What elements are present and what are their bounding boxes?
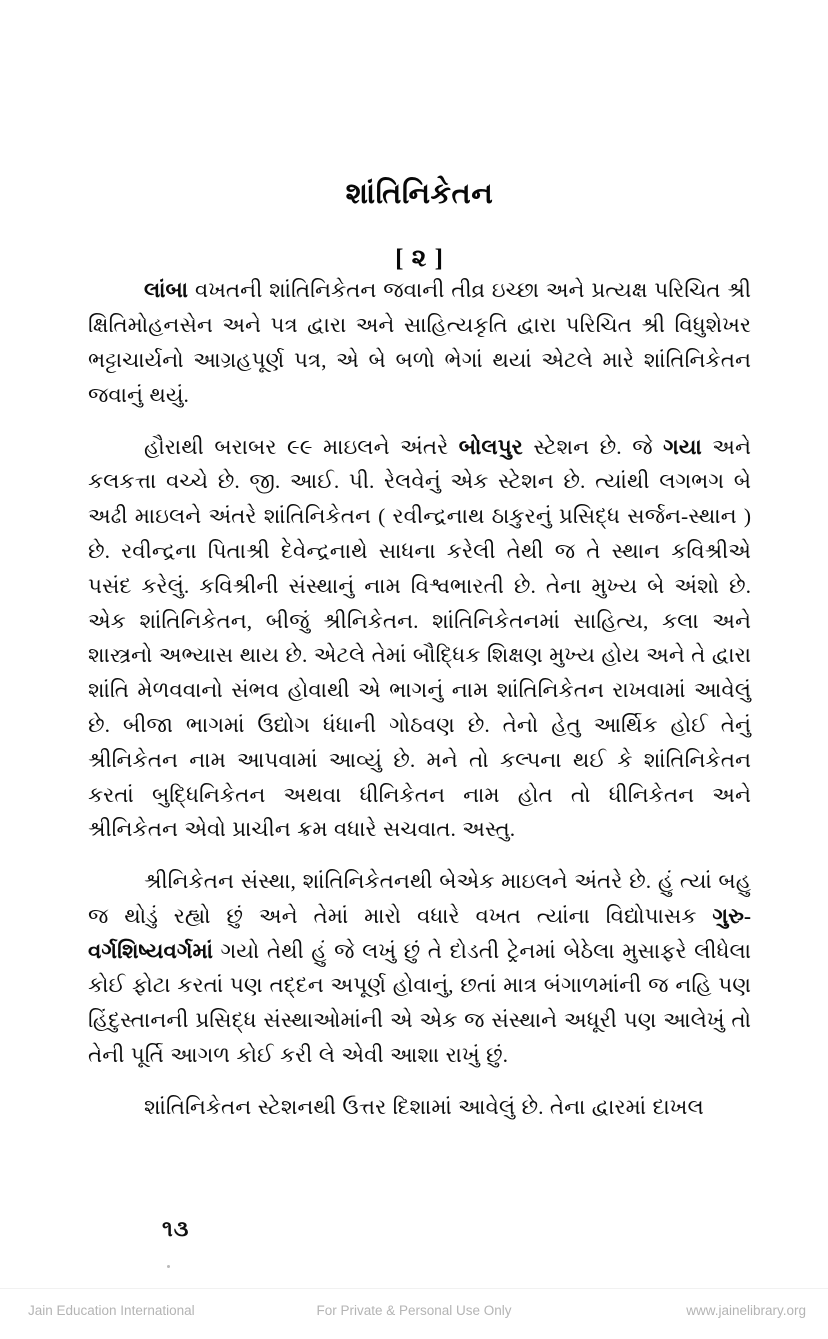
scan-speck: [167, 1265, 170, 1268]
paragraph-2-bold-gaya: ગયા: [663, 434, 702, 459]
page-number: ૧૩: [162, 1216, 190, 1241]
paragraph-4: [88, 1090, 751, 1125]
paragraph-3-text-b: ગયો તેથી હું જે લખું છું તે દોડતી ટ્રેનમાં બેઠેલા મુસાફરે લીધેલા કોઈ ફોટા કરતાં પણ તદ્દન અપૂર્ણ હોવાનું, છતાં માત્ર બંગાળમાંની જ નહિ પણ હિંદુસ્તાનની પ્રસિદ્ધ સંસ્થાઓમાંની એ એક જ સંસ્થાને અધૂરી પણ આલેખું તો તેની પૂર્તિ આગળ કોઈ કરી લે એવી આશા રાખું છું.: [88, 938, 751, 1068]
paragraph-2-text-c: અને કલકત્તા વચ્ચે છે. જી. આઈ. પી. રેલવેનું એક સ્ટેશન છે. ત્યાંથી લગભગ બે અઢી માઇલને અંતરે શાંતિનિકેતન ( રવીન્દ્રનાથ ઠાકુરનું પ્રસિદ્ધ સર્જન-સ્થાન ) છે. રવીન્દ્રના પિતાશ્રી દેવેન્દ્રનાથે સાધના કરેલી તેથી જ તે સ્થાન કવિશ્રીએ પસંદ કરેલું. કવિશ્રીની સંસ્થાનું નામ વિશ્વભારતી છે. તેના મુખ્ય બે અંશો છે. એક શાંતિનિકેતન, બીજું શ્રીનિકેતન. શાંતિનિકેતનમાં સાહિત્ય, કલા અને શાસ્ત્રનો અભ્યાસ થાય છે. એટલે તેમાં બૌદ્ધિક શિક્ષણ મુખ્ય હોય અને તે દ્વારા શાંતિ મેળવવાનો સંભવ હોવાથી એ ભાગનું નામ શાંતિનિકેતન રાખવામાં આવેલું છે. બીજા ભાગમાં ઉદ્યોગ ધંધાની ગોઠવણ છે. તેનો હેતુ આર્થિક હોઈ તેનું શ્રીનિકેતન નામ આપવામાં આવ્યું છે. મને તો કલ્પના થઈ કે શાંતિનિકેતન કરતાં બુદ્ધિનિકેતન અથવા ધીનિકેતન નામ હોત તો ધીનિકેતન અને શ્રીનિકેતન એવો પ્રાચીન ક્રમ વધારે સચવાત. અસ્તુ.: [88, 434, 752, 842]
paragraph-2: [88, 430, 751, 848]
footer-usage-notice: For Private & Personal Use Only: [316, 1303, 512, 1318]
paragraph-2-text-a: હૌરાથી બરાબર ૯૯ માઇલને અંતરે: [144, 434, 459, 459]
paragraph-4-text: શાંતિનિકેતન સ્ટેશનથી ઉત્તર દિશામાં આવેલું છે. તેના દ્વારમાં દાખલ: [144, 1094, 704, 1119]
page-footer: [0, 1288, 828, 1339]
paragraph-2-bold-bolpur: બોલપુર: [458, 434, 523, 459]
paragraph-1: [88, 273, 751, 412]
footer-website-link[interactable]: www.jainelibrary.org: [686, 1303, 806, 1318]
paragraph-2-text-b: સ્ટેશન છે. જે: [522, 434, 664, 459]
page-content: [88, 178, 751, 1125]
paragraph-1-lead-word: લાંબા: [144, 278, 189, 303]
body-text: [88, 273, 751, 1124]
chapter-number: [ ૨ ]: [395, 245, 444, 273]
paragraph-3: [88, 864, 751, 1073]
paragraph-1-text: વખતની શાંતિનિકેતન જવાની તીવ્ર ઇચ્છા અને પ્રત્યક્ષ પરિચિત શ્રી ક્ષિતિમોહનસેન અને પત્ર દ્વારા અને સાહિત્યકૃતિ દ્વારા પરિચિત શ્રી વિધુશેખર ભટ્ટાચાર્યનો આગ્રહપૂર્ણ પત્ર, એ બે બળો ભેગાં થયાં એટલે મારે શાંતિનિકેતન જવાનું થયું.: [88, 278, 751, 407]
paragraph-3-text-a: શ્રીનિકેતન સંસ્થા, શાંતિનિકેતનથી બેએક માઇલને અંતરે છે. હું ત્યાં બહુ જ થોડું રહ્યો છું અને તેમાં મારો વધારે વખત ત્યાંના વિદ્યોપાસક: [88, 869, 751, 928]
paragraph-3-bold-guru-shishya-varg: ગુરુ-વર્ગશિષ્યવર્ગમાં: [88, 903, 751, 963]
footer-organization: Jain Education International: [28, 1303, 195, 1318]
page-title: શાંતિનિકેતન: [345, 178, 494, 210]
